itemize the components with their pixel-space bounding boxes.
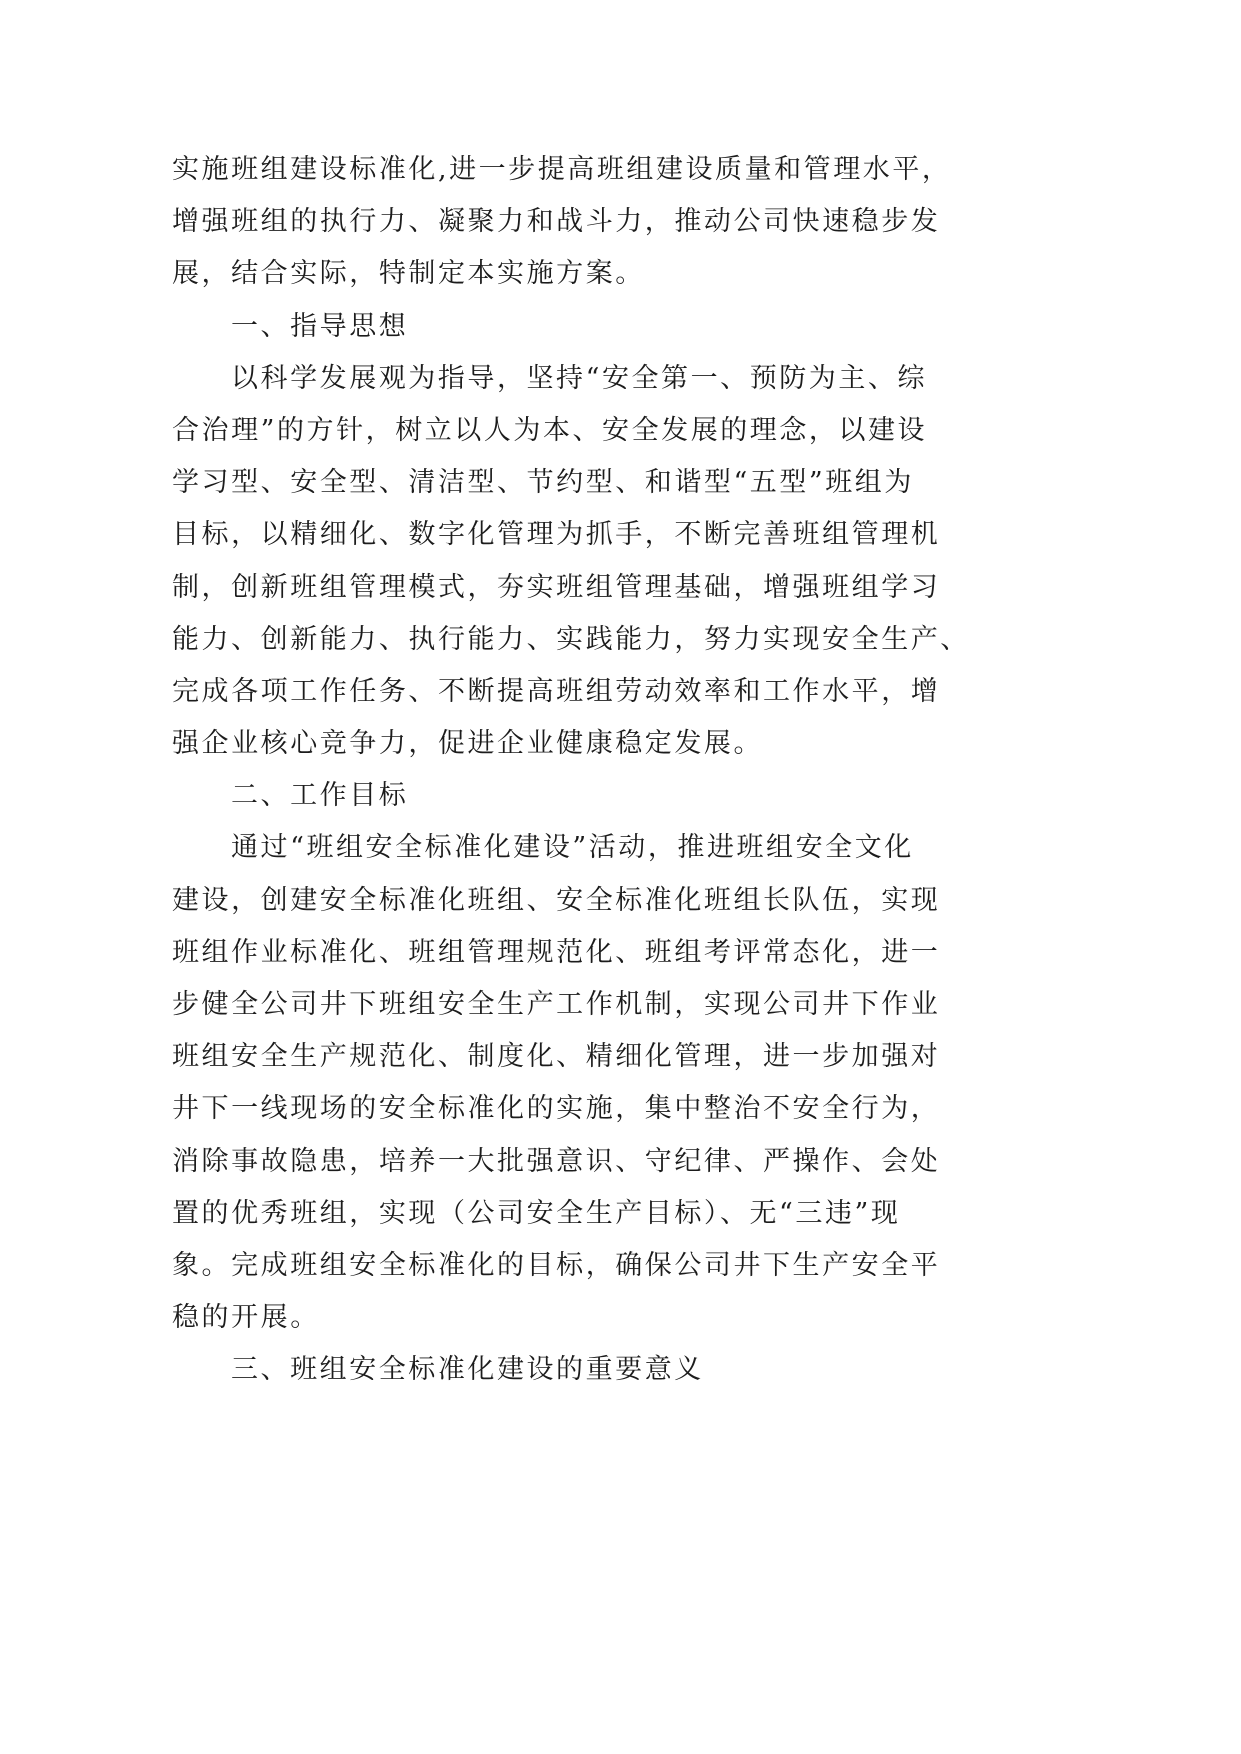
paragraph-line: 完成各项工作任务、不断提高班组劳动效率和工作水平，增 xyxy=(172,675,941,707)
paragraph-line: 象。完成班组安全标准化的目标，确保公司井下生产安全平 xyxy=(172,1249,941,1281)
paragraph-line: 建设，创建安全标准化班组、安全标准化班组长队伍，实现 xyxy=(172,884,941,916)
section-heading: 一、指导思想 xyxy=(231,310,409,342)
paragraph-line: 通过“班组安全标准化建设”活动，推进班组安全文化 xyxy=(231,832,914,864)
paragraph-line: 学习型、安全型、清洁型、节约型、和谐型“五型”班组为 xyxy=(172,467,914,499)
paragraph-line: 置的优秀班组，实现（公司安全生产目标）、无“三违”现 xyxy=(172,1197,901,1229)
document-body xyxy=(172,144,972,1397)
paragraph-line: 步健全公司井下班组安全生产工作机制，实现公司井下作业 xyxy=(172,989,941,1020)
paragraph-line: 展，结合实际，特制定本实施方案。 xyxy=(172,258,645,290)
paragraph-line: 制，创新班组管理模式，夯实班组管理基础，增强班组学习 xyxy=(172,571,941,603)
section-heading: 三、班组安全标准化建设的重要意义 xyxy=(231,1354,704,1386)
paragraph-line: 目标，以精细化、数字化管理为抓手，不断完善班组管理机 xyxy=(172,519,941,551)
section-significance xyxy=(172,1344,972,1396)
paragraph-line: 以科学发展观为指导，坚持“安全第一、预防为主、综 xyxy=(231,362,928,394)
paragraph-line: 井下一线现场的安全标准化的实施，集中整治不安全行为， xyxy=(172,1093,941,1125)
paragraph-line: 稳的开展。 xyxy=(172,1302,320,1334)
paragraph-line: 班组作业标准化、班组管理规范化、班组考评常态化，进一 xyxy=(172,936,941,968)
paragraph-line: 实施班组建设标准化,进一步提高班组建设质量和管理水平， xyxy=(172,154,952,185)
paragraph-line: 消除事故隐患，培养一大批强意识、守纪律、严操作、会处 xyxy=(172,1145,941,1177)
paragraph-line: 班组安全生产规范化、制度化、精细化管理，进一步加强对 xyxy=(172,1041,941,1073)
paragraph-line: 强企业核心竞争力，促进企业健康稳定发展。 xyxy=(172,728,763,760)
section-work-objectives xyxy=(172,770,972,1344)
section-guiding-ideology xyxy=(172,301,972,771)
paragraph-line: 合治理”的方针，树立以人为本、安全发展的理念，以建设 xyxy=(172,414,928,446)
paragraph-line: 能力、创新能力、执行能力、实践能力，努力实现安全生产、 xyxy=(172,623,970,655)
section-heading: 二、工作目标 xyxy=(231,780,409,812)
paragraph-line: 增强班组的执行力、凝聚力和战斗力，推动公司快速稳步发 xyxy=(172,206,941,238)
intro-paragraph xyxy=(172,144,972,301)
